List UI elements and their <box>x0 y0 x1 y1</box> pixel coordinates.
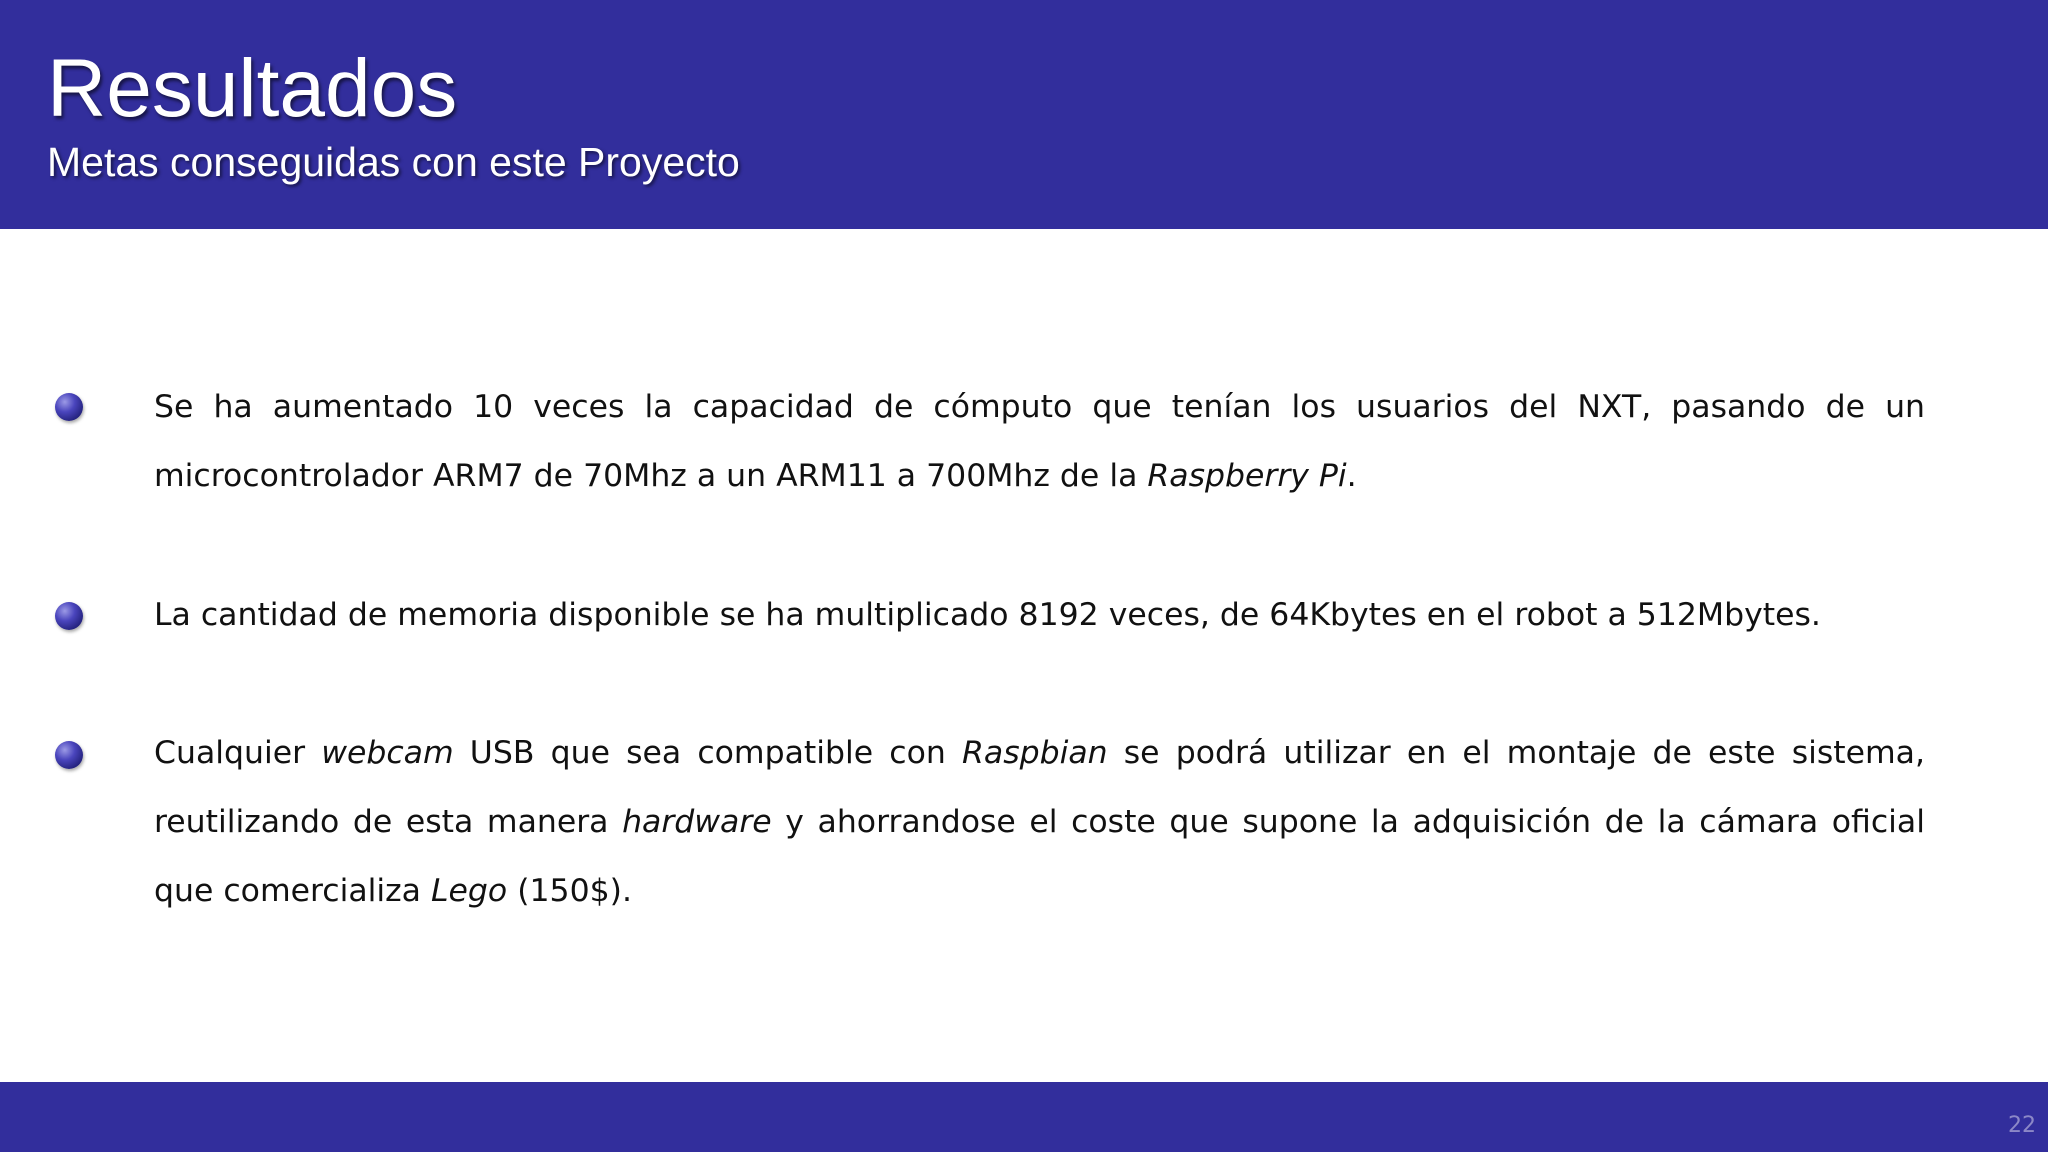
bullet-item-3-text-d: y ahorrandose el coste que supone la adquisición de la cámara oficial que comercializa <box>154 804 1925 909</box>
bullet-icon <box>55 741 83 769</box>
bullet-item-1-italic-a: Raspberry Pi <box>1147 458 1347 494</box>
bullet-item-1-text-b: . <box>1346 458 1357 494</box>
bullet-icon <box>55 602 83 630</box>
bullet-item-2-text-a: La cantidad de memoria disponible se ha multiplicado 8192 veces, de 64Kbytes en el robot a 512Mbytes. <box>154 597 1821 633</box>
footer-bar <box>0 1082 2048 1152</box>
bullet-item-3-text-c: se podrá utilizar en el montaje de este sistema, reutilizando de esta manera <box>154 735 1925 840</box>
bullet-item-2 <box>154 581 1925 650</box>
slide-subtitle: Metas conseguidas con este Proyecto <box>47 139 740 185</box>
slide-title: Resultados <box>47 43 458 134</box>
bullet-item-3-italic-d: Lego <box>431 873 508 909</box>
bullet-item-3-text-a: Cualquier <box>154 735 322 771</box>
bullet-item-3-italic-b: Raspbian <box>962 735 1108 771</box>
bullet-item-1 <box>154 373 1925 511</box>
bullet-item-3-italic-a: webcam <box>321 735 454 771</box>
bullet-item-3-text-b: USB que sea compatible con <box>453 735 962 771</box>
bullet-item-3 <box>154 719 1925 926</box>
header-bar <box>0 0 2048 229</box>
bullet-item-1-text-a: Se ha aumentado 10 veces la capacidad de cómputo que tenían los usuarios del NXT, pasando de un microcontrolador ARM7 de 70Mhz a un ARM11 a 700Mhz de la <box>154 389 1925 494</box>
page-number: 22 <box>2008 1113 2036 1138</box>
bullet-item-3-text-e: (150$). <box>507 873 632 909</box>
bullet-item-3-italic-c: hardware <box>622 804 772 840</box>
bullet-icon <box>55 393 83 421</box>
